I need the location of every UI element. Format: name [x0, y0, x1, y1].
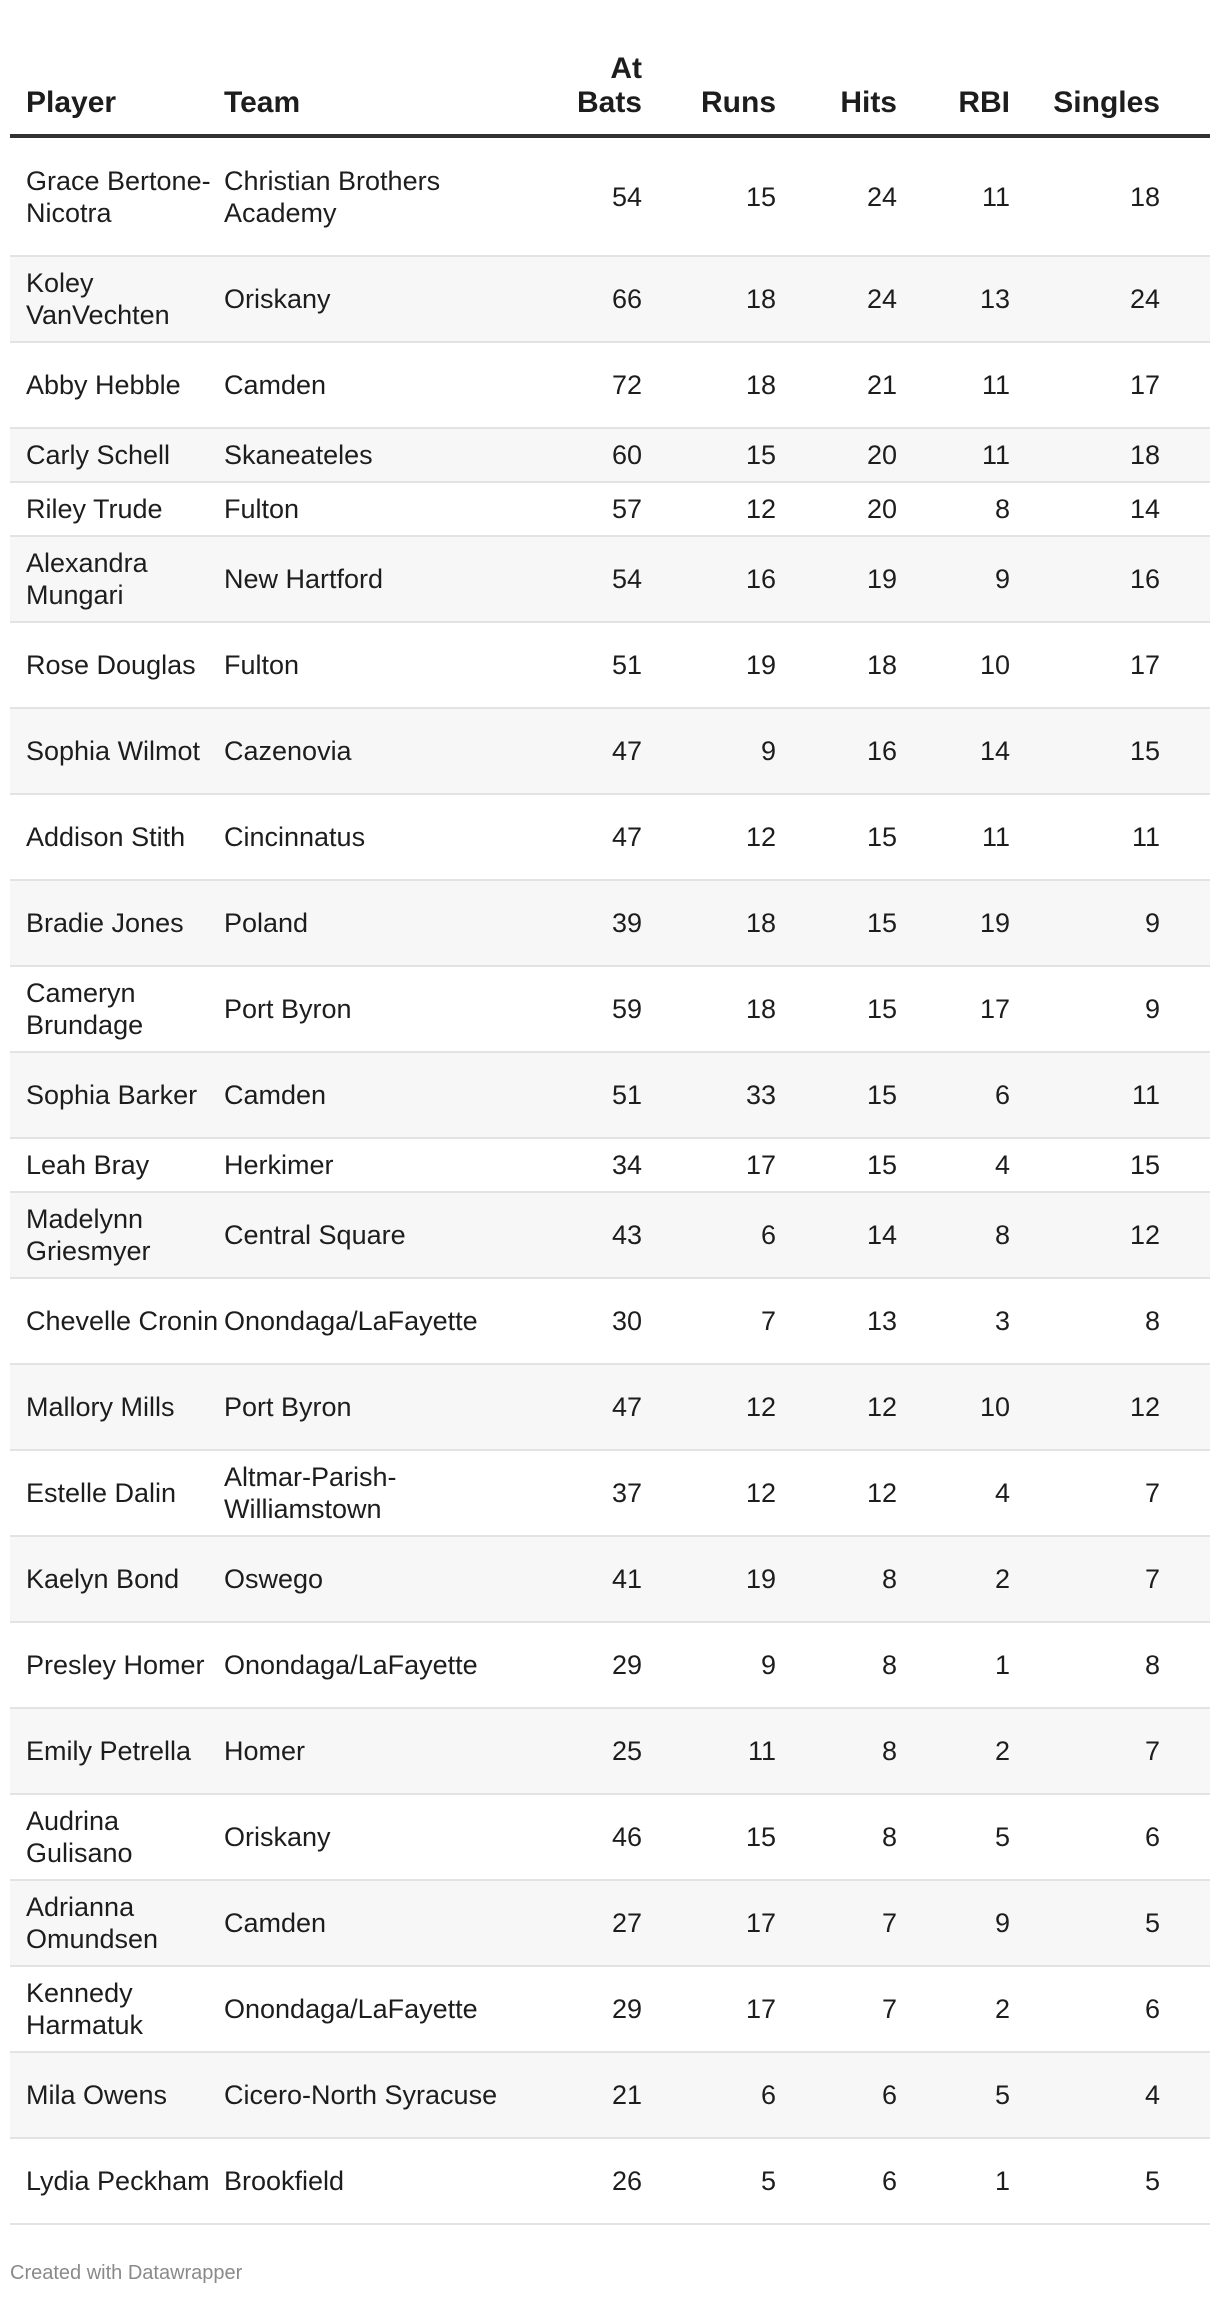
cell-rbi: 3 — [897, 1278, 1010, 1364]
cell-at-bats: 47 — [524, 1364, 642, 1450]
cell-singles: 8 — [1010, 1278, 1210, 1364]
table-row — [10, 1278, 1210, 1364]
cell-player: Carly Schell — [10, 428, 224, 482]
cell-hits: 15 — [776, 1138, 897, 1192]
table-row — [10, 1138, 1210, 1192]
cell-singles: 5 — [1010, 1880, 1210, 1966]
column-header-at-bats[interactable]: At Bats — [524, 0, 642, 136]
cell-team: Herkimer — [224, 1138, 524, 1192]
cell-singles: 7 — [1010, 1536, 1210, 1622]
cell-singles: 24 — [1010, 256, 1210, 342]
cell-runs: 18 — [642, 256, 776, 342]
cell-hits: 18 — [776, 622, 897, 708]
table-row — [10, 1622, 1210, 1708]
cell-runs: 18 — [642, 342, 776, 428]
cell-runs: 15 — [642, 136, 776, 256]
cell-singles: 17 — [1010, 342, 1210, 428]
cell-team: Port Byron — [224, 1364, 524, 1450]
cell-singles: 5 — [1010, 2138, 1210, 2224]
cell-player: Mallory Mills — [10, 1364, 224, 1450]
cell-rbi: 2 — [897, 1966, 1010, 2052]
cell-runs: 6 — [642, 2052, 776, 2138]
cell-singles: 7 — [1010, 1450, 1210, 1536]
cell-runs: 17 — [642, 1138, 776, 1192]
cell-runs: 12 — [642, 1450, 776, 1536]
cell-rbi: 6 — [897, 1052, 1010, 1138]
cell-team: Onondaga/LaFayette — [224, 1622, 524, 1708]
cell-hits: 20 — [776, 482, 897, 536]
cell-hits: 8 — [776, 1794, 897, 1880]
table-row — [10, 428, 1210, 482]
cell-team: Brookfield — [224, 2138, 524, 2224]
table-row — [10, 622, 1210, 708]
cell-player: Riley Trude — [10, 482, 224, 536]
cell-rbi: 11 — [897, 428, 1010, 482]
cell-runs: 11 — [642, 1708, 776, 1794]
cell-at-bats: 57 — [524, 482, 642, 536]
cell-rbi: 4 — [897, 1450, 1010, 1536]
cell-team: Camden — [224, 1052, 524, 1138]
cell-at-bats: 25 — [524, 1708, 642, 1794]
cell-runs: 5 — [642, 2138, 776, 2224]
cell-runs: 17 — [642, 1966, 776, 2052]
cell-player: Addison Stith — [10, 794, 224, 880]
cell-runs: 9 — [642, 708, 776, 794]
cell-player: Sophia Barker — [10, 1052, 224, 1138]
table-row — [10, 708, 1210, 794]
cell-runs: 18 — [642, 966, 776, 1052]
cell-team: Fulton — [224, 482, 524, 536]
cell-singles: 16 — [1010, 536, 1210, 622]
cell-player: Cameryn Brundage — [10, 966, 224, 1052]
cell-singles: 7 — [1010, 1708, 1210, 1794]
cell-at-bats: 37 — [524, 1450, 642, 1536]
cell-at-bats: 34 — [524, 1138, 642, 1192]
table-row — [10, 256, 1210, 342]
cell-singles: 11 — [1010, 794, 1210, 880]
cell-player: Koley VanVechten — [10, 256, 224, 342]
cell-singles: 12 — [1010, 1364, 1210, 1450]
cell-runs: 12 — [642, 794, 776, 880]
table-row — [10, 136, 1210, 256]
cell-at-bats: 30 — [524, 1278, 642, 1364]
cell-player: Chevelle Cronin — [10, 1278, 224, 1364]
cell-player: Kaelyn Bond — [10, 1536, 224, 1622]
cell-rbi: 1 — [897, 2138, 1010, 2224]
cell-hits: 21 — [776, 342, 897, 428]
cell-singles: 4 — [1010, 2052, 1210, 2138]
table-row — [10, 482, 1210, 536]
cell-team: Onondaga/LaFayette — [224, 1278, 524, 1364]
table-row — [10, 1364, 1210, 1450]
cell-team: Onondaga/LaFayette — [224, 1966, 524, 2052]
cell-at-bats: 46 — [524, 1794, 642, 1880]
cell-singles: 18 — [1010, 136, 1210, 256]
cell-team: Cincinnatus — [224, 794, 524, 880]
cell-team: Cazenovia — [224, 708, 524, 794]
cell-rbi: 17 — [897, 966, 1010, 1052]
cell-hits: 6 — [776, 2052, 897, 2138]
cell-at-bats: 29 — [524, 1622, 642, 1708]
cell-singles: 15 — [1010, 708, 1210, 794]
cell-at-bats: 54 — [524, 136, 642, 256]
cell-at-bats: 27 — [524, 1880, 642, 1966]
table-row — [10, 2138, 1210, 2224]
table-row — [10, 1052, 1210, 1138]
table-row — [10, 1192, 1210, 1278]
cell-runs: 19 — [642, 622, 776, 708]
cell-at-bats: 72 — [524, 342, 642, 428]
cell-team: Poland — [224, 880, 524, 966]
cell-rbi: 2 — [897, 1536, 1010, 1622]
cell-runs: 6 — [642, 1192, 776, 1278]
cell-player: Emily Petrella — [10, 1708, 224, 1794]
cell-at-bats: 47 — [524, 794, 642, 880]
cell-rbi: 19 — [897, 880, 1010, 966]
cell-singles: 12 — [1010, 1192, 1210, 1278]
cell-runs: 19 — [642, 1536, 776, 1622]
cell-hits: 15 — [776, 880, 897, 966]
cell-hits: 8 — [776, 1536, 897, 1622]
cell-team: Christian Brothers Academy — [224, 136, 524, 256]
cell-team: Cicero-North Syracuse — [224, 2052, 524, 2138]
cell-team: Camden — [224, 342, 524, 428]
cell-hits: 13 — [776, 1278, 897, 1364]
cell-at-bats: 66 — [524, 256, 642, 342]
cell-hits: 7 — [776, 1966, 897, 2052]
cell-singles: 11 — [1010, 1052, 1210, 1138]
table-row — [10, 1536, 1210, 1622]
datawrapper-credit: Created with Datawrapper — [10, 2262, 243, 2284]
cell-player: Kennedy Harmatuk — [10, 1966, 224, 2052]
cell-hits: 19 — [776, 536, 897, 622]
cell-team: Oriskany — [224, 1794, 524, 1880]
cell-singles: 6 — [1010, 1794, 1210, 1880]
cell-runs: 15 — [642, 1794, 776, 1880]
table-row — [10, 794, 1210, 880]
table-row — [10, 342, 1210, 428]
cell-player: Leah Bray — [10, 1138, 224, 1192]
column-header-hits[interactable]: Hits — [776, 0, 897, 136]
cell-player: Bradie Jones — [10, 880, 224, 966]
cell-runs: 18 — [642, 880, 776, 966]
cell-hits: 12 — [776, 1364, 897, 1450]
cell-rbi: 11 — [897, 342, 1010, 428]
stats-table-container — [10, 0, 1210, 2225]
cell-player: Alexandra Mungari — [10, 536, 224, 622]
cell-hits: 24 — [776, 256, 897, 342]
cell-at-bats: 54 — [524, 536, 642, 622]
cell-singles: 14 — [1010, 482, 1210, 536]
cell-hits: 16 — [776, 708, 897, 794]
header-row — [10, 0, 1210, 136]
table-row — [10, 966, 1210, 1052]
cell-rbi: 14 — [897, 708, 1010, 794]
cell-runs: 12 — [642, 1364, 776, 1450]
cell-player: Rose Douglas — [10, 622, 224, 708]
cell-at-bats: 21 — [524, 2052, 642, 2138]
cell-player: Adrianna Omundsen — [10, 1880, 224, 1966]
cell-runs: 15 — [642, 428, 776, 482]
table-row — [10, 536, 1210, 622]
cell-hits: 15 — [776, 1052, 897, 1138]
cell-runs: 16 — [642, 536, 776, 622]
cell-rbi: 13 — [897, 256, 1010, 342]
cell-hits: 15 — [776, 966, 897, 1052]
cell-hits: 6 — [776, 2138, 897, 2224]
cell-hits: 14 — [776, 1192, 897, 1278]
cell-singles: 6 — [1010, 1966, 1210, 2052]
cell-team: Oswego — [224, 1536, 524, 1622]
cell-hits: 8 — [776, 1708, 897, 1794]
cell-runs: 9 — [642, 1622, 776, 1708]
cell-singles: 9 — [1010, 966, 1210, 1052]
cell-rbi: 10 — [897, 1364, 1010, 1450]
cell-singles: 17 — [1010, 622, 1210, 708]
column-header-player[interactable]: Player — [10, 0, 224, 136]
table-row — [10, 2052, 1210, 2138]
cell-at-bats: 41 — [524, 1536, 642, 1622]
cell-team: Fulton — [224, 622, 524, 708]
cell-player: Estelle Dalin — [10, 1450, 224, 1536]
cell-rbi: 10 — [897, 622, 1010, 708]
cell-rbi: 8 — [897, 1192, 1010, 1278]
cell-rbi: 5 — [897, 2052, 1010, 2138]
cell-rbi: 8 — [897, 482, 1010, 536]
cell-at-bats: 39 — [524, 880, 642, 966]
cell-player: Grace Bertone-Nicotra — [10, 136, 224, 256]
cell-hits: 7 — [776, 1880, 897, 1966]
table-row — [10, 1966, 1210, 2052]
cell-rbi: 9 — [897, 536, 1010, 622]
cell-at-bats: 59 — [524, 966, 642, 1052]
cell-at-bats: 51 — [524, 1052, 642, 1138]
cell-player: Audrina Gulisano — [10, 1794, 224, 1880]
table-row — [10, 1708, 1210, 1794]
cell-hits: 15 — [776, 794, 897, 880]
table-row — [10, 1794, 1210, 1880]
cell-team: Altmar-Parish-Williamstown — [224, 1450, 524, 1536]
column-header-singles[interactable]: Singles — [1010, 0, 1210, 136]
cell-team: Port Byron — [224, 966, 524, 1052]
cell-runs: 12 — [642, 482, 776, 536]
cell-singles: 8 — [1010, 1622, 1210, 1708]
cell-at-bats: 43 — [524, 1192, 642, 1278]
cell-runs: 7 — [642, 1278, 776, 1364]
table-row — [10, 1450, 1210, 1536]
cell-player: Lydia Peckham — [10, 2138, 224, 2224]
table-body — [10, 136, 1210, 2224]
table-row — [10, 1880, 1210, 1966]
cell-singles: 15 — [1010, 1138, 1210, 1192]
cell-team: Oriskany — [224, 256, 524, 342]
column-header-rbi[interactable]: RBI — [897, 0, 1010, 136]
stats-table — [10, 0, 1210, 2225]
cell-team: Skaneateles — [224, 428, 524, 482]
cell-runs: 17 — [642, 1880, 776, 1966]
cell-hits: 8 — [776, 1622, 897, 1708]
cell-team: Homer — [224, 1708, 524, 1794]
column-header-team[interactable]: Team — [224, 0, 524, 136]
cell-runs: 33 — [642, 1052, 776, 1138]
cell-at-bats: 47 — [524, 708, 642, 794]
cell-rbi: 4 — [897, 1138, 1010, 1192]
cell-hits: 12 — [776, 1450, 897, 1536]
cell-rbi: 2 — [897, 1708, 1010, 1794]
cell-rbi: 11 — [897, 136, 1010, 256]
cell-singles: 18 — [1010, 428, 1210, 482]
cell-team: New Hartford — [224, 536, 524, 622]
cell-rbi: 9 — [897, 1880, 1010, 1966]
cell-rbi: 1 — [897, 1622, 1010, 1708]
cell-team: Central Square — [224, 1192, 524, 1278]
cell-team: Camden — [224, 1880, 524, 1966]
cell-player: Sophia Wilmot — [10, 708, 224, 794]
cell-player: Abby Hebble — [10, 342, 224, 428]
cell-at-bats: 60 — [524, 428, 642, 482]
cell-at-bats: 29 — [524, 1966, 642, 2052]
cell-singles: 9 — [1010, 880, 1210, 966]
cell-rbi: 11 — [897, 794, 1010, 880]
cell-hits: 24 — [776, 136, 897, 256]
cell-player: Madelynn Griesmyer — [10, 1192, 224, 1278]
cell-at-bats: 26 — [524, 2138, 642, 2224]
column-header-runs[interactable]: Runs — [642, 0, 776, 136]
cell-player: Mila Owens — [10, 2052, 224, 2138]
cell-at-bats: 51 — [524, 622, 642, 708]
cell-hits: 20 — [776, 428, 897, 482]
cell-rbi: 5 — [897, 1794, 1010, 1880]
table-row — [10, 880, 1210, 966]
cell-player: Presley Homer — [10, 1622, 224, 1708]
